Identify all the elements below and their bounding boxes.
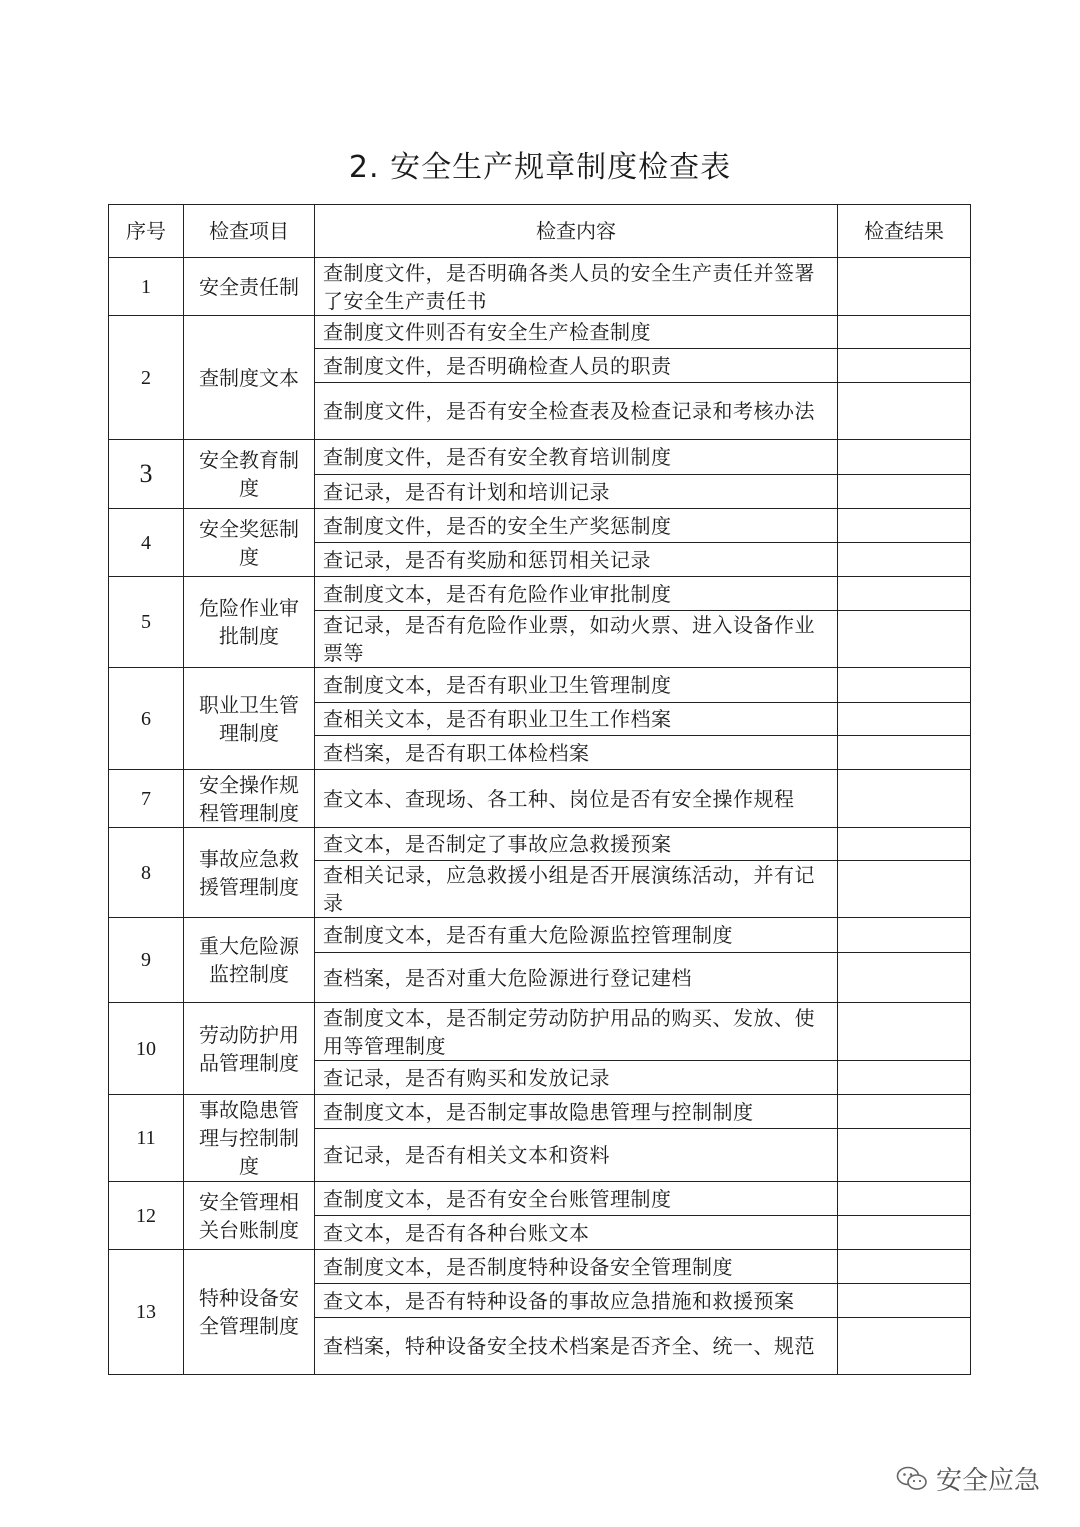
check-content: 查相关记录，应急救援小组是否开展演练活动，并有记录 <box>315 861 838 918</box>
row-number: 9 <box>109 918 184 1003</box>
check-item: 安全教育制度 <box>184 440 315 509</box>
check-item: 劳动防护用品管理制度 <box>184 1003 315 1095</box>
check-content: 查记录，是否有计划和培训记录 <box>315 475 838 509</box>
row-number: 8 <box>109 828 184 918</box>
check-content: 查记录，是否有危险作业票，如动火票、进入设备作业票等 <box>315 611 838 668</box>
check-item: 事故应急救援管理制度 <box>184 828 315 918</box>
table-row <box>109 828 971 861</box>
check-content: 查文本，是否制定了事故应急救援预案 <box>315 828 838 861</box>
check-content: 查相关文本，是否有职业卫生工作档案 <box>315 703 838 736</box>
check-content: 查制度文件，是否有安全教育培训制度 <box>315 440 838 475</box>
row-number: 6 <box>109 668 184 770</box>
check-content: 查制度文件，是否明确检查人员的职责 <box>315 349 838 383</box>
check-result-cell[interactable] <box>838 1129 971 1182</box>
check-content: 查制度文件则否有安全生产检查制度 <box>315 316 838 349</box>
check-item: 事故隐患管理与控制制度 <box>184 1095 315 1182</box>
check-result-cell[interactable] <box>838 543 971 577</box>
check-result-cell[interactable] <box>838 1003 971 1061</box>
check-result-cell[interactable] <box>838 440 971 475</box>
check-content: 查档案，是否对重大危险源进行登记建档 <box>315 953 838 1003</box>
row-number: 7 <box>109 770 184 828</box>
table-row <box>109 1095 971 1129</box>
check-content: 查制度文件，是否的安全生产奖惩制度 <box>315 509 838 543</box>
row-number: 12 <box>109 1182 184 1250</box>
table-row <box>109 770 971 828</box>
check-item: 重大危险源监控制度 <box>184 918 315 1003</box>
check-result-cell[interactable] <box>838 383 971 440</box>
check-result-cell[interactable] <box>838 1250 971 1284</box>
check-result-cell[interactable] <box>838 736 971 770</box>
check-item: 危险作业审批制度 <box>184 577 315 668</box>
row-number: 5 <box>109 577 184 668</box>
table-row <box>109 1003 971 1061</box>
check-content: 查制度文本，是否有职业卫生管理制度 <box>315 668 838 703</box>
check-table <box>108 204 971 1375</box>
check-result-cell[interactable] <box>838 953 971 1003</box>
watermark <box>896 1460 1040 1497</box>
check-content: 查制度文本，是否有重大危险源监控管理制度 <box>315 918 838 953</box>
table-row <box>109 258 971 316</box>
check-result-cell[interactable] <box>838 349 971 383</box>
row-number: 3 <box>109 440 184 509</box>
check-result-cell[interactable] <box>838 1095 971 1129</box>
row-number: 11 <box>109 1095 184 1182</box>
table-row <box>109 577 971 611</box>
header-row <box>109 205 971 258</box>
check-result-cell[interactable] <box>838 509 971 543</box>
check-content: 查制度文本，是否制定事故隐患管理与控制制度 <box>315 1095 838 1129</box>
check-content: 查制度文本，是否制定劳动防护用品的购买、发放、使用等管理制度 <box>315 1003 838 1061</box>
check-content: 查制度文件，是否有安全检查表及检查记录和考核办法 <box>315 383 838 440</box>
check-result-cell[interactable] <box>838 668 971 703</box>
check-item: 安全操作规程管理制度 <box>184 770 315 828</box>
check-result-cell[interactable] <box>838 918 971 953</box>
check-result-cell[interactable] <box>838 1216 971 1250</box>
check-result-cell[interactable] <box>838 828 971 861</box>
header-content: 检查内容 <box>315 205 838 258</box>
check-result-cell[interactable] <box>838 1061 971 1095</box>
table-row <box>109 918 971 953</box>
row-number: 10 <box>109 1003 184 1095</box>
check-result-cell[interactable] <box>838 703 971 736</box>
check-item: 安全奖惩制度 <box>184 509 315 577</box>
page-title: 2. 安全生产规章制度检查表 <box>348 150 732 185</box>
check-result-cell[interactable] <box>838 611 971 668</box>
check-result-cell[interactable] <box>838 258 971 316</box>
table-body <box>109 258 971 1375</box>
check-result-cell[interactable] <box>838 861 971 918</box>
check-item: 安全责任制 <box>184 258 315 316</box>
check-content: 查记录，是否有奖励和惩罚相关记录 <box>315 543 838 577</box>
check-content: 查记录，是否有购买和发放记录 <box>315 1061 838 1095</box>
header-item: 检查项目 <box>184 205 315 258</box>
check-result-cell[interactable] <box>838 770 971 828</box>
check-content: 查制度文本，是否有安全台账管理制度 <box>315 1182 838 1216</box>
check-item: 查制度文本 <box>184 316 315 440</box>
table-row <box>109 440 971 475</box>
row-number: 2 <box>109 316 184 440</box>
row-number: 4 <box>109 509 184 577</box>
check-item: 安全管理相关台账制度 <box>184 1182 315 1250</box>
watermark-label: 安全应急 <box>935 1466 1040 1496</box>
check-result-cell[interactable] <box>838 577 971 611</box>
check-content: 查档案，特种设备安全技术档案是否齐全、统一、规范 <box>315 1318 838 1375</box>
table-row <box>109 668 971 703</box>
table-row <box>109 316 971 349</box>
row-number: 13 <box>109 1250 184 1375</box>
check-result-cell[interactable] <box>838 1182 971 1216</box>
wechat-icon <box>896 1465 928 1493</box>
check-content: 查文本，是否有各种台账文本 <box>315 1216 838 1250</box>
header-result: 检查结果 <box>838 205 971 258</box>
header-no: 序号 <box>109 205 184 258</box>
table-row <box>109 1182 971 1216</box>
check-item: 特种设备安全管理制度 <box>184 1250 315 1375</box>
check-content: 查文本，是否有特种设备的事故应急措施和救援预案 <box>315 1284 838 1318</box>
check-content: 查制度文本，是否有危险作业审批制度 <box>315 577 838 611</box>
check-content: 查档案，是否有职工体检档案 <box>315 736 838 770</box>
check-result-cell[interactable] <box>838 475 971 509</box>
check-result-cell[interactable] <box>838 316 971 349</box>
row-number: 1 <box>109 258 184 316</box>
check-item: 职业卫生管理制度 <box>184 668 315 770</box>
check-content: 查制度文件，是否明确各类人员的安全生产责任并签署了安全生产责任书 <box>315 258 838 316</box>
table-row <box>109 509 971 543</box>
check-result-cell[interactable] <box>838 1318 971 1375</box>
check-content: 查记录，是否有相关文本和资料 <box>315 1129 838 1182</box>
table-row <box>109 1250 971 1284</box>
check-content: 查文本、查现场、各工种、岗位是否有安全操作规程 <box>315 770 838 828</box>
check-content: 查制度文本，是否制度特种设备安全管理制度 <box>315 1250 838 1284</box>
check-result-cell[interactable] <box>838 1284 971 1318</box>
